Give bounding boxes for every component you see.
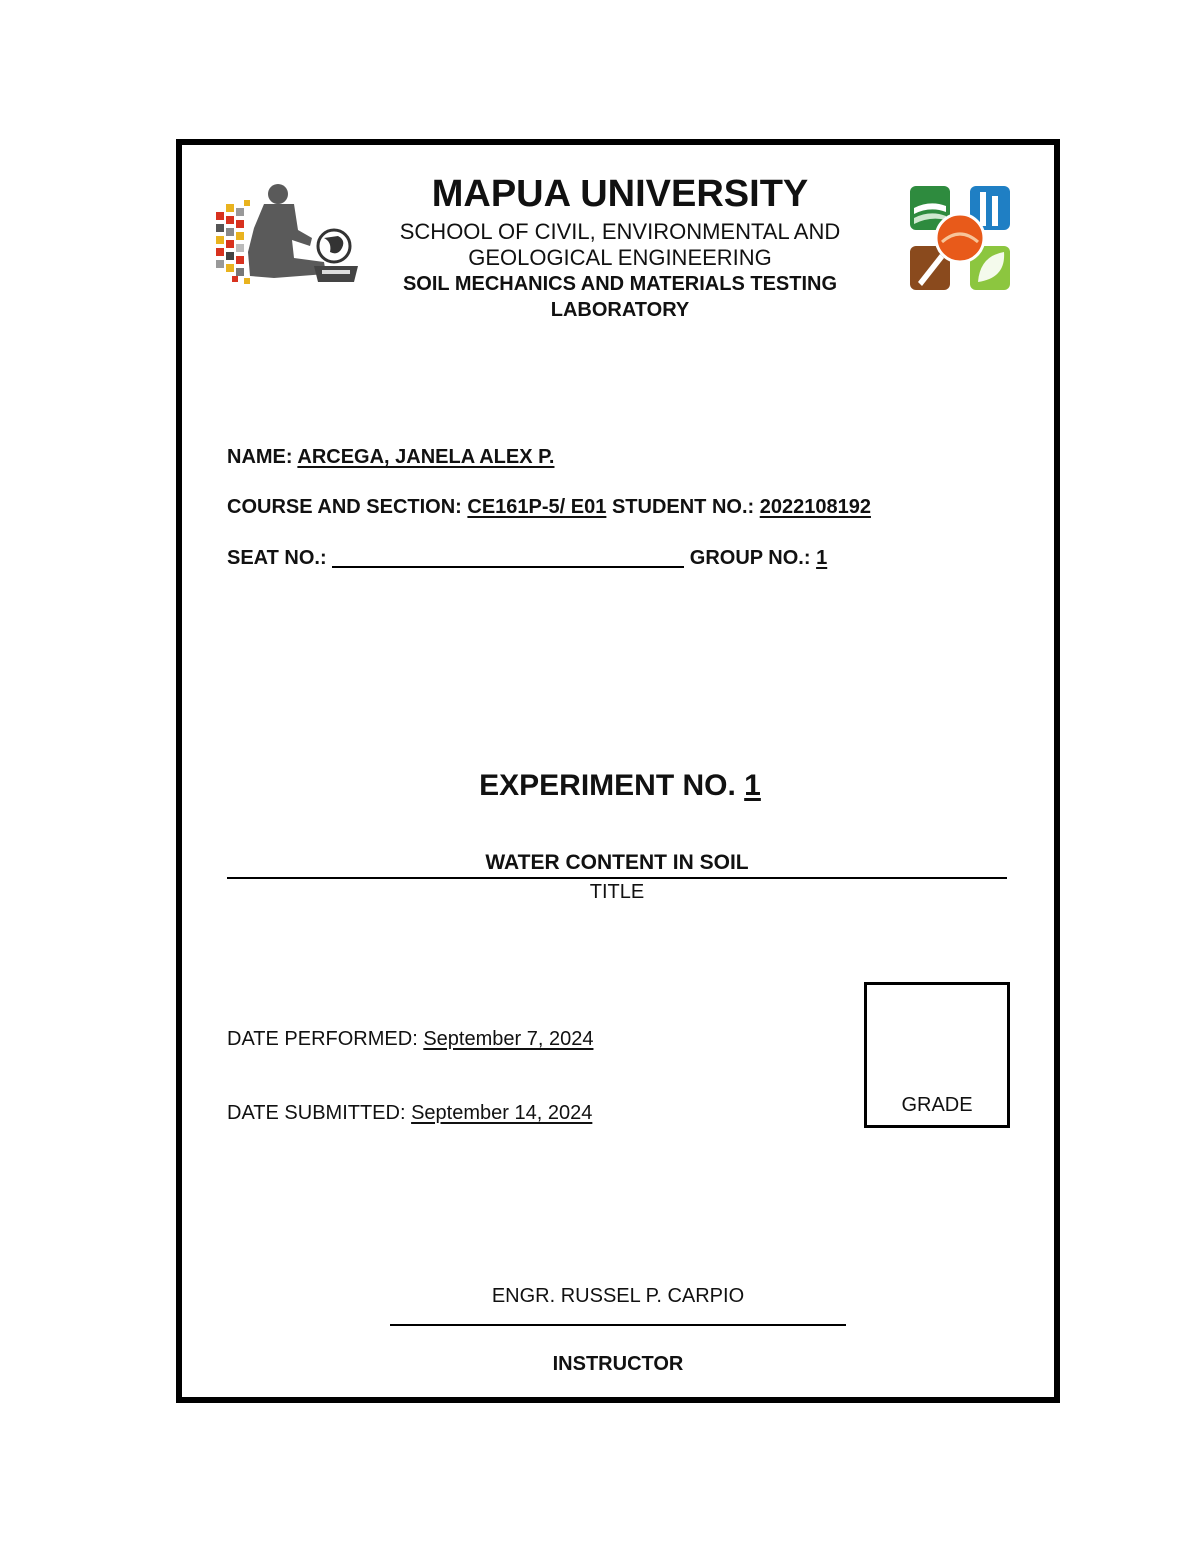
date-submitted-row bbox=[227, 1102, 592, 1125]
name-row bbox=[227, 446, 554, 469]
group-label: GROUP NO.: bbox=[689, 547, 811, 569]
course-value: CE161P-5/ E01 bbox=[467, 496, 607, 518]
student-no-value: 2022108192 bbox=[759, 496, 871, 518]
date-submitted-value: September 14, 2024 bbox=[411, 1102, 593, 1124]
date-submitted-label: DATE SUBMITTED: bbox=[227, 1102, 406, 1124]
school-name-line1: SCHOOL OF CIVIL, ENVIRONMENTAL AND bbox=[399, 219, 841, 244]
student-no-label: STUDENT NO.: bbox=[611, 496, 755, 518]
name-value: ARCEGA, JANELA ALEX P. bbox=[297, 446, 555, 468]
mapua-seated-figure-logo-icon bbox=[214, 182, 360, 294]
date-performed-value: September 7, 2024 bbox=[423, 1028, 594, 1050]
course-label: COURSE AND SECTION: bbox=[227, 496, 462, 518]
experiment-title-value: WATER CONTENT IN SOIL bbox=[485, 851, 749, 874]
experiment-label: EXPERIMENT NO. bbox=[479, 769, 736, 802]
title-underline bbox=[227, 877, 1007, 879]
title-caption: TITLE bbox=[589, 881, 645, 903]
instructor-caption: INSTRUCTOR bbox=[552, 1353, 684, 1375]
cegee-four-quadrant-logo-icon bbox=[906, 182, 1014, 294]
seat-label: SEAT NO.: bbox=[227, 547, 327, 569]
seated-figure bbox=[248, 184, 326, 278]
seat-value-blank bbox=[332, 546, 684, 568]
school-name-line2: GEOLOGICAL ENGINEERING bbox=[468, 245, 772, 270]
globe bbox=[314, 230, 358, 282]
lab-name-line2: LABORATORY bbox=[550, 299, 690, 321]
grade-box bbox=[864, 982, 1010, 1128]
grade-label: GRADE bbox=[901, 1094, 973, 1116]
seat-group-row bbox=[227, 546, 827, 570]
date-performed-label: DATE PERFORMED: bbox=[227, 1028, 418, 1050]
course-row bbox=[227, 496, 871, 519]
university-name: MAPUA UNIVERSITY bbox=[431, 173, 809, 215]
pixel-mosaic bbox=[216, 200, 250, 284]
group-value: 1 bbox=[816, 547, 828, 569]
lab-name-line1: SOIL MECHANICS AND MATERIALS TESTING bbox=[402, 273, 838, 295]
instructor-signature-line bbox=[390, 1324, 846, 1326]
instructor-name: ENGR. RUSSEL P. CARPIO bbox=[491, 1285, 745, 1307]
date-performed-row bbox=[227, 1028, 593, 1051]
experiment-heading bbox=[230, 768, 1010, 804]
name-label: NAME: bbox=[227, 446, 293, 468]
center-sun bbox=[936, 214, 984, 262]
experiment-number: 1 bbox=[744, 769, 761, 802]
